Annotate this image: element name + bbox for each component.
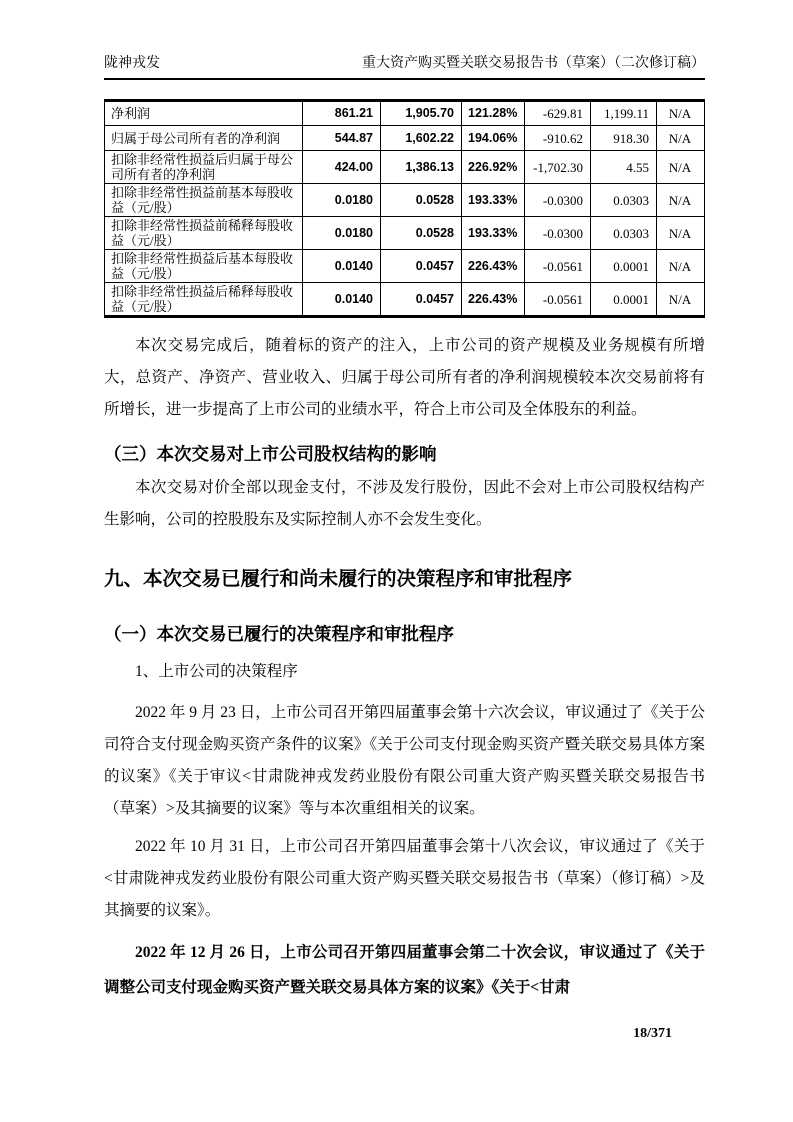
- table-cell: 0.0528: [381, 184, 462, 217]
- page-number: 18/371: [633, 1026, 672, 1041]
- table-cell: 193.33%: [462, 184, 525, 217]
- heading-section-three: （三）本次交易对上市公司股权结构的影响: [104, 444, 437, 464]
- table-cell: N/A: [657, 217, 705, 250]
- paragraph-transaction-effect: 本次交易完成后，随着标的资产的注入，上市公司的资产规模及业务规模有所增大，总资产、净资产、营业收入、归属于母公司所有者的净利润规模较本次交易前将有所增长，进一步提高了上市公司的业绩水平，符合上市公司及全体股东的利益。: [104, 337, 705, 418]
- table-row: [105, 217, 705, 250]
- table-cell: N/A: [657, 250, 705, 283]
- table-cell: -910.62: [525, 126, 591, 151]
- paragraph-board-meeting-20: 2022 年 12 月 26 日，上市公司召开第四届董事会第二十次会议，审议通过了《关于调整公司支付现金购买资产暨关联交易具体方案的议案》《关于<甘肃: [104, 944, 705, 996]
- table-cell: N/A: [657, 126, 705, 151]
- table-cell: N/A: [657, 283, 705, 317]
- page-content: [104, 0, 705, 1005]
- table-cell: 861.21: [303, 101, 381, 126]
- table-cell: -1,702.30: [525, 151, 591, 184]
- financial-comparison-table: [104, 99, 705, 318]
- table-cell: 424.00: [303, 151, 381, 184]
- table-cell: 0.0001: [591, 250, 657, 283]
- table-cell: 0.0180: [303, 217, 381, 250]
- table-row: [105, 151, 705, 184]
- table-cell: 0.0457: [381, 250, 462, 283]
- table-row: [105, 184, 705, 217]
- row-label: 扣除非经常性损益前稀释每股收益（元/股）: [105, 217, 303, 250]
- table-cell: 918.30: [591, 126, 657, 151]
- table-cell: 0.0180: [303, 184, 381, 217]
- paragraph-equity-structure: 本次交易对价全部以现金支付，不涉及发行股份，因此不会对上市公司股权结构产生影响，公司的控股股东及实际控制人亦不会发生变化。: [104, 479, 705, 528]
- table-row: [105, 250, 705, 283]
- paragraph-board-meeting-18: 2022 年 10 月 31 日，上市公司召开第四届董事会第十八次会议，审议通过了《关于<甘肃陇神戎发药业股份有限公司重大资产购买暨关联交易报告书（草案）（修订稿）>及其摘要的议案》。: [104, 838, 705, 919]
- table-cell: 1,199.11: [591, 101, 657, 126]
- table-cell: 1,602.22: [381, 126, 462, 151]
- table-row: [105, 126, 705, 151]
- row-label: 扣除非经常性损益后归属于母公司所有者的净利润: [105, 151, 303, 184]
- table-cell: 4.55: [591, 151, 657, 184]
- row-label: 扣除非经常性损益后基本每股收益（元/股）: [105, 250, 303, 283]
- table-cell: 226.92%: [462, 151, 525, 184]
- table-cell: 226.43%: [462, 250, 525, 283]
- heading-section-one: （一）本次交易已履行的决策程序和审批程序: [104, 624, 454, 644]
- table-row: [105, 283, 705, 317]
- table-cell: N/A: [657, 101, 705, 126]
- table-cell: -0.0561: [525, 250, 591, 283]
- table-cell: 544.87: [303, 126, 381, 151]
- table-cell: 0.0140: [303, 283, 381, 317]
- heading-chapter-nine: 九、本次交易已履行和尚未履行的决策程序和审批程序: [104, 568, 573, 590]
- table-cell: 0.0303: [591, 184, 657, 217]
- table-cell: 0.0001: [591, 283, 657, 317]
- table-cell: 0.0457: [381, 283, 462, 317]
- table-cell: 0.0528: [381, 217, 462, 250]
- table-row: [105, 101, 705, 126]
- header-report-title: 重大资产购买暨关联交易报告书（草案）（二次修订稿）: [362, 56, 705, 71]
- row-label: 归属于母公司所有者的净利润: [105, 126, 303, 151]
- running-header: [104, 0, 705, 80]
- table-cell: 1,386.13: [381, 151, 462, 184]
- table-cell: 121.28%: [462, 101, 525, 126]
- paragraph-board-meeting-16: 2022 年 9 月 23 日，上市公司召开第四届董事会第十六次会议，审议通过了《关于公司符合支付现金购买资产条件的议案》《关于公司支付现金购买资产暨关联交易具体方案的议案》《关于审议<甘肃陇神戎发药业股份有限公司重大资产购买暨关联交易报告书（草案）>及其摘要的议案》等与本次重组相关的议案。: [104, 704, 705, 817]
- table-cell: -0.0561: [525, 283, 591, 317]
- header-company-name: 陇神戎发: [104, 56, 160, 71]
- table-cell: N/A: [657, 151, 705, 184]
- table-cell: 226.43%: [462, 283, 525, 317]
- table-cell: N/A: [657, 184, 705, 217]
- row-label: 扣除非经常性损益前基本每股收益（元/股）: [105, 184, 303, 217]
- row-label: 净利润: [105, 101, 303, 126]
- table-cell: -0.0300: [525, 184, 591, 217]
- table-cell: 194.06%: [462, 126, 525, 151]
- table-cell: -629.81: [525, 101, 591, 126]
- table-cell: 0.0303: [591, 217, 657, 250]
- table-cell: 1,905.70: [381, 101, 462, 126]
- table-cell: 193.33%: [462, 217, 525, 250]
- row-label: 扣除非经常性损益后稀释每股收益（元/股）: [105, 283, 303, 317]
- subitem-decision-procedure: 1、上市公司的决策程序: [135, 663, 298, 680]
- table-cell: 0.0140: [303, 250, 381, 283]
- table-cell: -0.0300: [525, 217, 591, 250]
